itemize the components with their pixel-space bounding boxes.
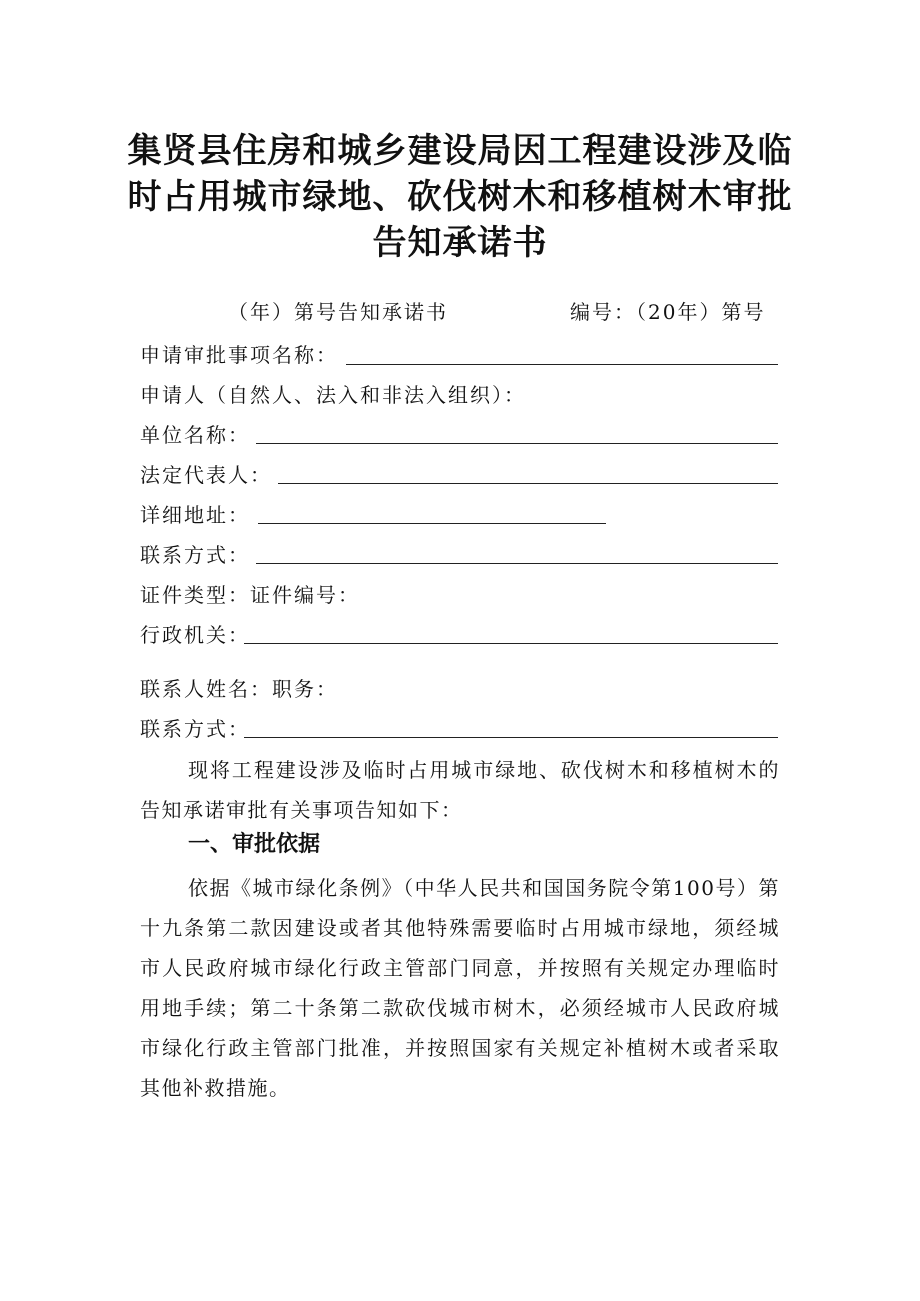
- field-line-admin-org: [244, 643, 778, 644]
- field-label-contact-person: 联系人姓名：职务：: [140, 677, 338, 701]
- field-label-legal-rep: 法定代表人：: [140, 463, 272, 487]
- field-line-contact-2: [244, 737, 778, 738]
- section-1-body: 依据《城市绿化条例》（中华人民共和国国务院令第100号）第十九条第二款因建设或者其他特殊需要临时占用城市绿地，须经城市人民政府城市绿化行政主管部门同意，并按照有关规定办理临时用地手续；第二十条第二款砍伐城市树木，必须经城市人民政府城市绿化行政主管部门批准，并按照国家有关规定补植树木或者采取其他补救措施。: [140, 876, 780, 1100]
- field-label-id-type: 证件类型：证件编号：: [140, 583, 360, 607]
- title-line-3: 告知承诺书: [372, 223, 548, 263]
- field-line-approval-item: [346, 364, 778, 365]
- section-1-heading: 一、审批依据: [188, 832, 321, 857]
- field-line-legal-rep: [278, 483, 778, 484]
- field-label-unit-name: 单位名称：: [140, 423, 250, 447]
- title-line-2: 时占用城市绿地、砍伐树木和移植树木审批: [127, 177, 793, 217]
- field-label-applicant: 申请人（自然人、法入和非法入组织）：: [140, 383, 526, 407]
- field-label-approval-item: 申请审批事项名称：: [140, 343, 338, 367]
- field-label-admin-org: 行政机关：: [140, 623, 250, 647]
- reference-number-right: 编号：（20年）第号: [570, 300, 766, 324]
- field-line-address: [258, 523, 606, 524]
- intro-paragraph: 现将工程建设涉及临时占用城市绿地、砍伐树木和移植树木的告知承诺审批有关事项告知如下：: [140, 758, 780, 822]
- document-title: [100, 128, 820, 266]
- field-line-contact: [256, 563, 778, 564]
- field-label-address: 详细地址：: [140, 503, 250, 527]
- reference-number-left: （年）第号告知承诺书: [228, 300, 448, 324]
- field-label-contact-2: 联系方式：: [140, 717, 250, 741]
- title-line-1: 集贤县住房和城乡建设局因工程建设涉及临: [127, 131, 793, 171]
- field-line-unit-name: [256, 443, 778, 444]
- field-label-contact: 联系方式：: [140, 543, 250, 567]
